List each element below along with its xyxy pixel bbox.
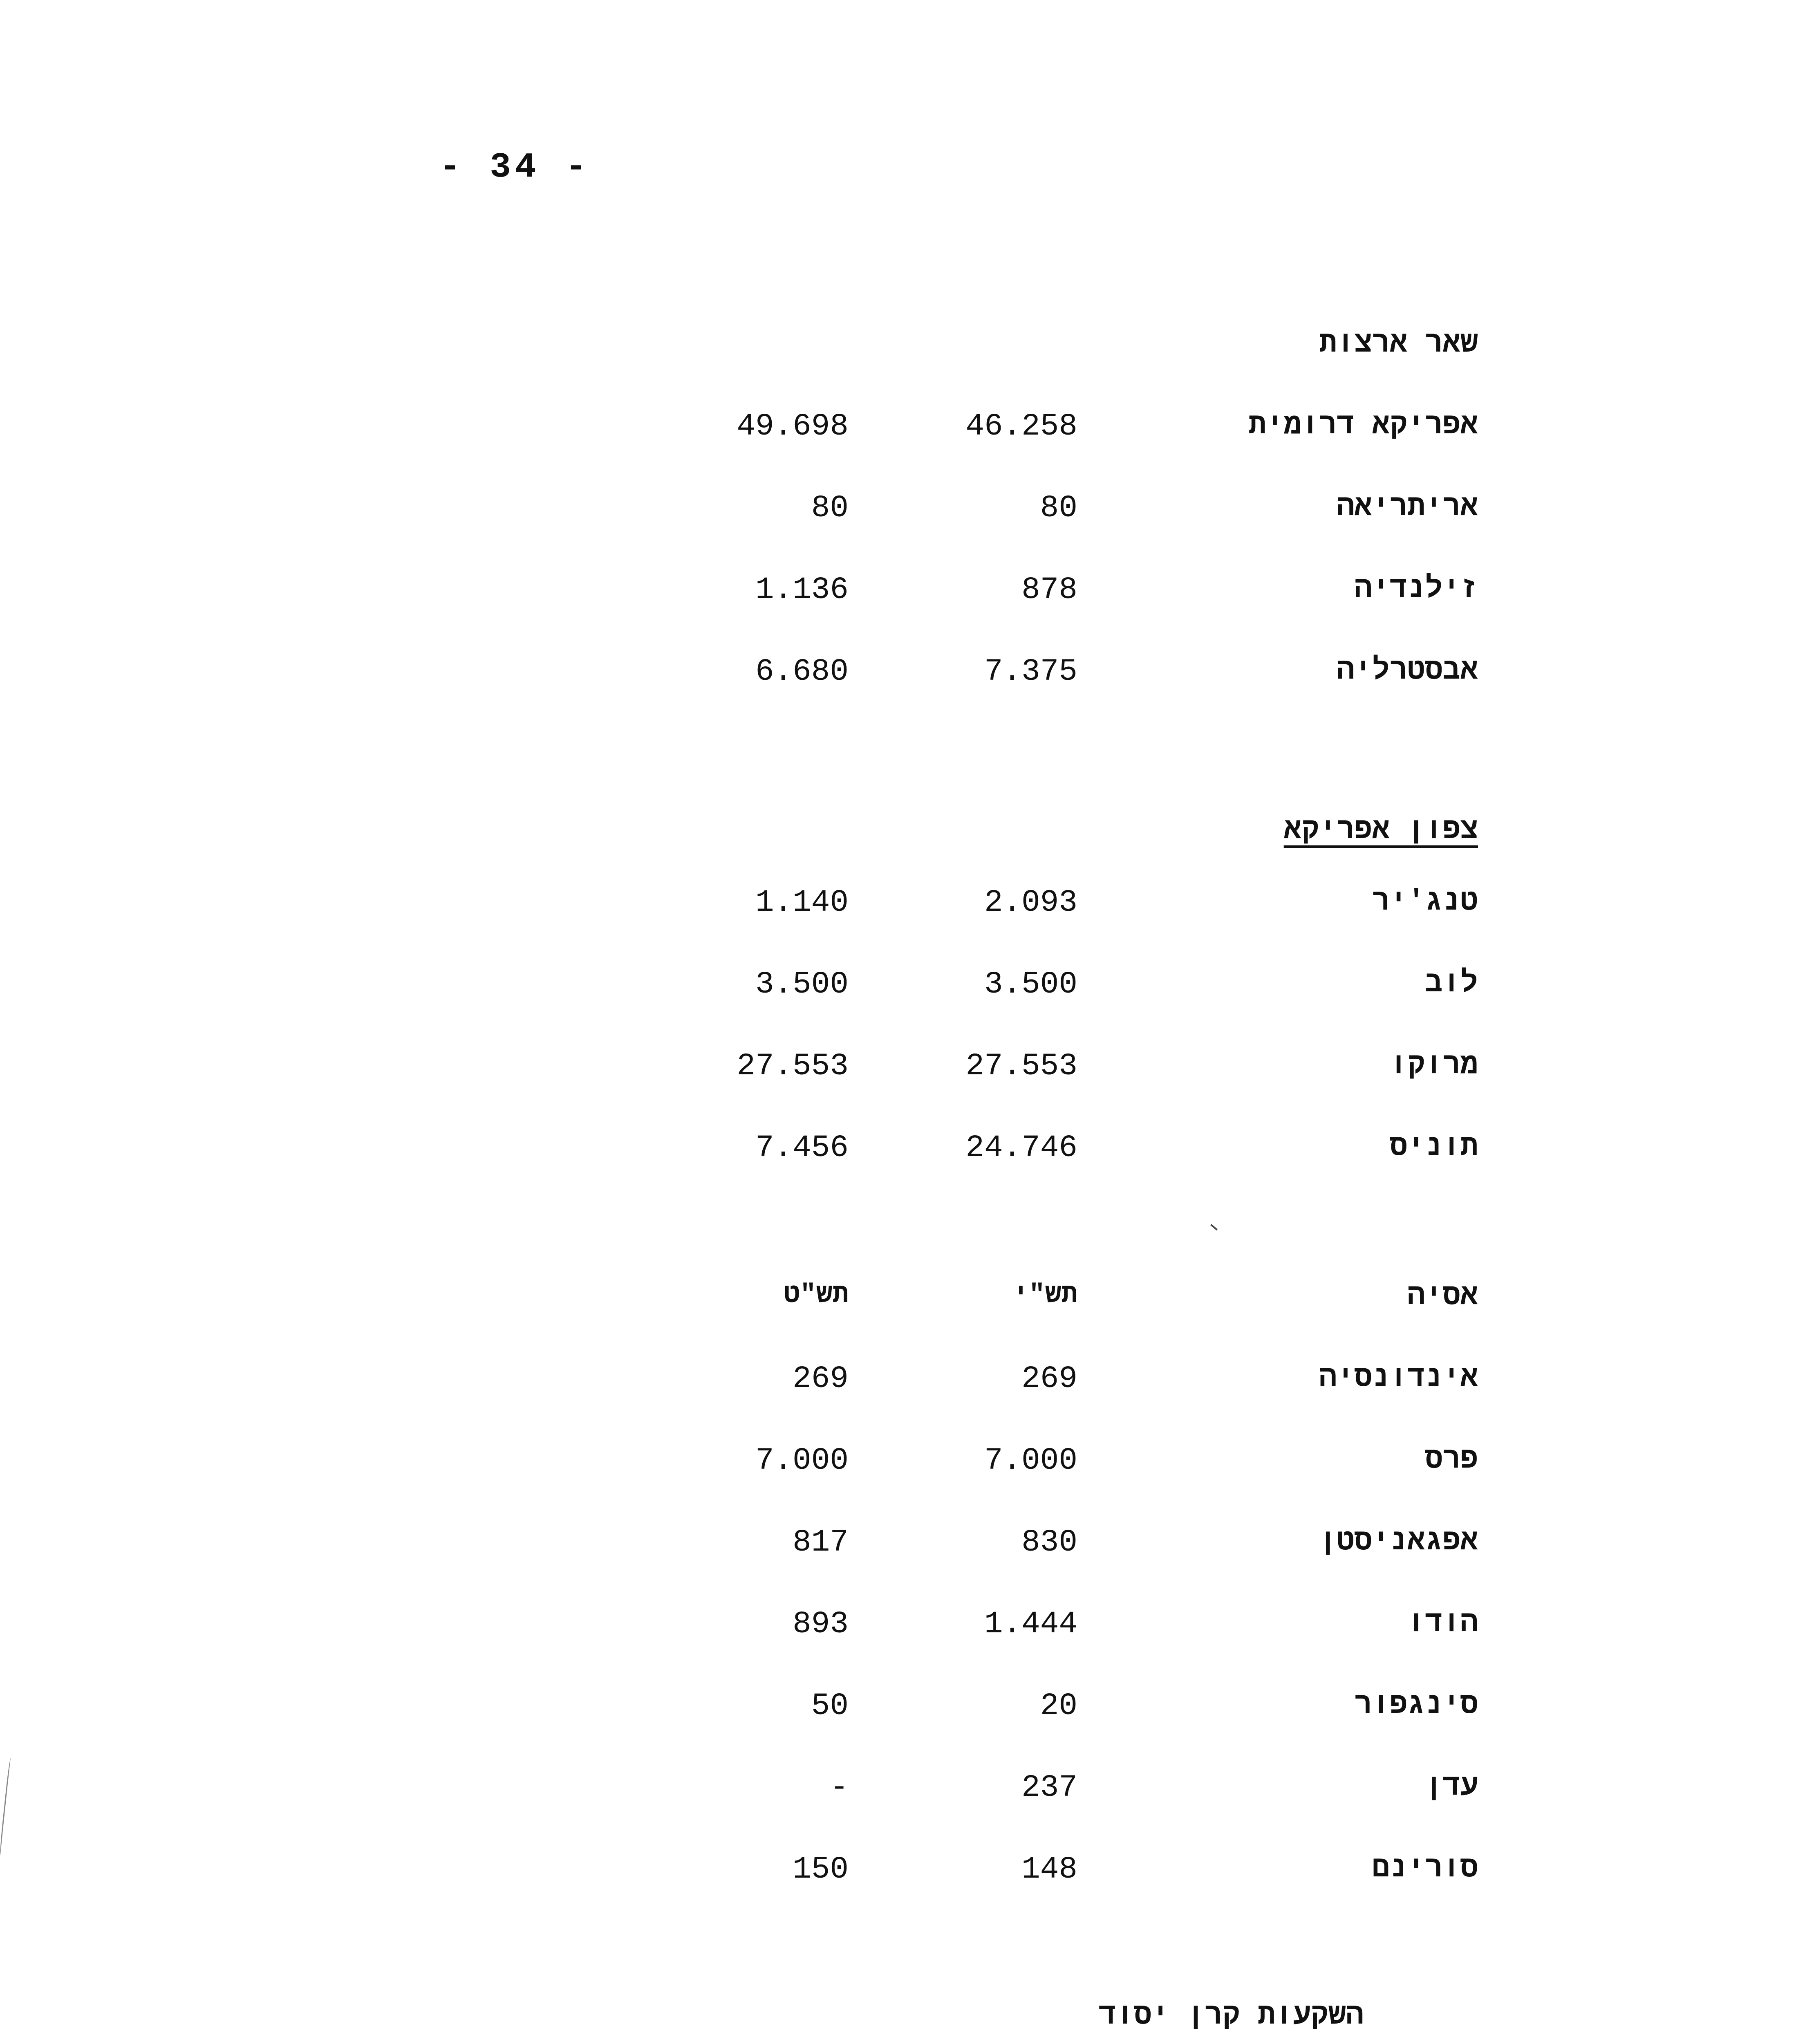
- row-value-col2: 49.698: [737, 409, 849, 444]
- row-value-col2: 80: [811, 491, 849, 526]
- row-value-col2: 1.136: [755, 572, 849, 607]
- row-value-col2: 150: [793, 1852, 849, 1887]
- row-value-col1: 7.375: [984, 654, 1077, 689]
- row-value-col1: 269: [1021, 1361, 1077, 1396]
- row-label: פרס: [1425, 1443, 1478, 1477]
- table-row: [0, 885, 1805, 930]
- page-number: - 34 -: [439, 147, 591, 187]
- row-label: תוניס: [1389, 1130, 1478, 1164]
- stray-mark: [1210, 1224, 1218, 1230]
- row-label: אינדונסיה: [1319, 1361, 1478, 1395]
- table-row: [0, 491, 1805, 536]
- row-value-col1: 878: [1021, 572, 1077, 607]
- table-row: [0, 1607, 1805, 1652]
- row-label: סורינם: [1372, 1852, 1478, 1885]
- row-value-col2: -: [830, 1770, 849, 1805]
- row-label: לוב: [1425, 967, 1478, 1000]
- row-value-col2: 7.456: [755, 1130, 849, 1165]
- row-label: זילנדיה: [1354, 572, 1478, 606]
- row-value-col1: 80: [1040, 491, 1077, 526]
- row-label: אפגאניסטן: [1319, 1525, 1478, 1558]
- row-value-col1: 20: [1040, 1688, 1077, 1724]
- table-row: [0, 1688, 1805, 1733]
- row-value-col2: 817: [793, 1525, 849, 1560]
- row-label: מרוקו: [1389, 1049, 1478, 1082]
- row-value-col2: 6.680: [755, 654, 849, 689]
- row-value-col2: 1.140: [755, 885, 849, 920]
- table-row: [0, 1443, 1805, 1488]
- section-heading: שאר ארצות: [1319, 327, 1478, 361]
- row-value-col1: 148: [1021, 1852, 1077, 1887]
- table-row: [0, 1130, 1805, 1175]
- row-value-col1: 3.500: [984, 967, 1077, 1002]
- row-label: אפריקא דרומית: [1248, 409, 1478, 442]
- row-value-col1: 830: [1021, 1525, 1077, 1560]
- table-row: [0, 409, 1805, 454]
- table-header-row: [0, 1280, 1805, 1325]
- table-row: [0, 1525, 1805, 1570]
- row-label: הודו: [1407, 1607, 1478, 1640]
- table-row: [0, 1770, 1805, 1815]
- row-value-col2: 50: [811, 1688, 849, 1724]
- column-header-col1: תש"י: [1012, 1280, 1077, 1310]
- row-value-col1: 237: [1021, 1770, 1077, 1805]
- row-value-col1: 7.000: [984, 1443, 1077, 1478]
- row-value-col2: 27.553: [737, 1049, 849, 1084]
- row-value-col2: 269: [793, 1361, 849, 1396]
- row-label: אריתריאה: [1337, 491, 1478, 524]
- table-row: [0, 1049, 1805, 1094]
- row-label: אבסטרליה: [1337, 654, 1478, 688]
- row-value-col1: 24.746: [965, 1130, 1077, 1165]
- table-row: [0, 1852, 1805, 1897]
- row-value-col2: 7.000: [755, 1443, 849, 1478]
- row-label: סינגפור: [1354, 1688, 1478, 1722]
- row-value-col1: 2.093: [984, 885, 1077, 920]
- section-heading: צפון אפריקא: [1283, 814, 1478, 847]
- column-header-col2: תש"ט: [784, 1280, 849, 1310]
- row-value-col1: 1.444: [984, 1607, 1077, 1642]
- row-value-col2: 3.500: [755, 967, 849, 1002]
- row-label: עדן: [1425, 1770, 1478, 1804]
- table-row: [0, 572, 1805, 617]
- table-row: [0, 654, 1805, 699]
- section-heading: אסיה: [1407, 1280, 1478, 1313]
- table-row: [0, 967, 1805, 1012]
- table-row: [0, 1361, 1805, 1406]
- row-value-col2: 893: [793, 1607, 849, 1642]
- investments-title: השקעות קרן יסוד: [1098, 1999, 1364, 2033]
- row-value-col1: 46.258: [965, 409, 1077, 444]
- row-value-col1: 27.553: [965, 1049, 1077, 1084]
- row-label: טנג'יר: [1372, 885, 1478, 919]
